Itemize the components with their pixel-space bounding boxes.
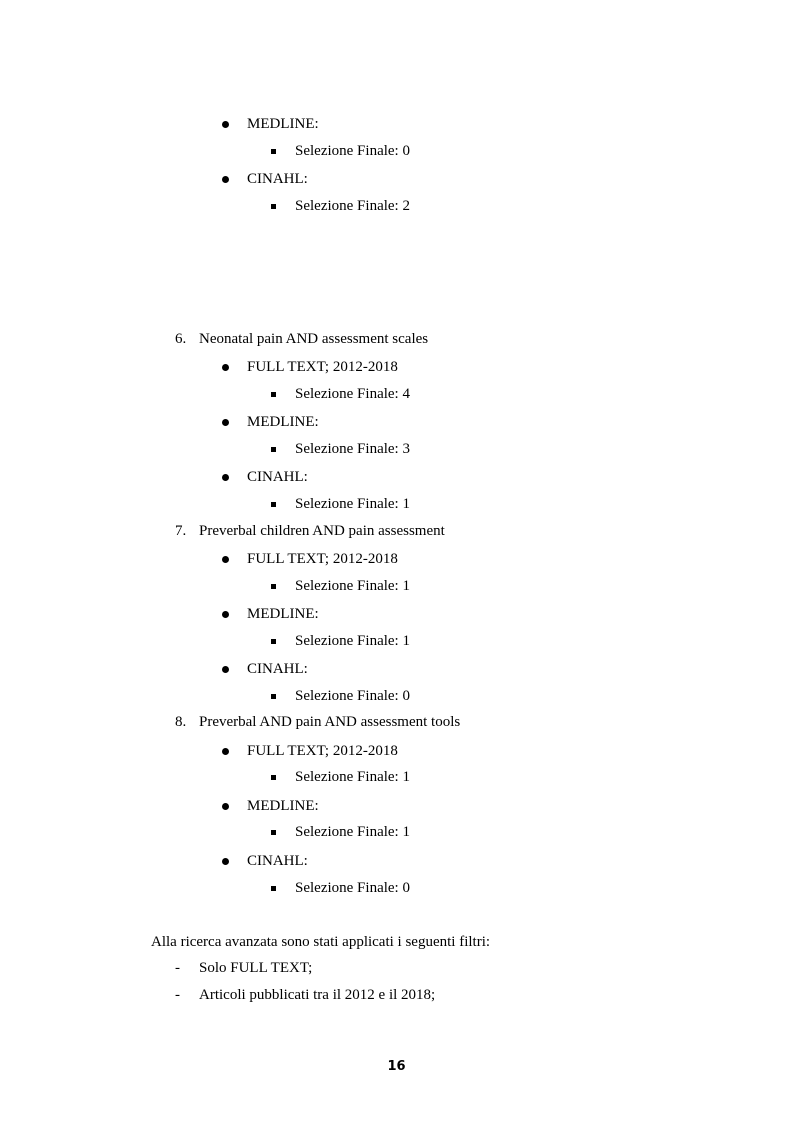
- square-bullet-icon: [271, 502, 276, 507]
- square-bullet-icon: [271, 447, 276, 452]
- item-title: Neonatal pain AND assessment scales: [199, 331, 429, 347]
- filter-item: Solo FULL TEXT;: [199, 960, 313, 976]
- square-bullet-icon: [271, 886, 276, 891]
- bullet-icon: [222, 364, 229, 371]
- bullet-icon: [222, 474, 229, 481]
- filter-item: Articoli pubblicati tra il 2012 e il 2018;: [199, 987, 436, 1003]
- square-bullet-icon: [271, 775, 276, 780]
- selection-label: Selezione Finale: 0: [295, 688, 410, 704]
- selection-label: Selezione Finale: 0: [295, 143, 410, 159]
- bullet-icon: [222, 556, 229, 563]
- bullet-icon: [222, 803, 229, 810]
- source-label: MEDLINE:: [247, 414, 319, 430]
- square-bullet-icon: [271, 149, 276, 154]
- source-label: CINAHL:: [247, 661, 308, 677]
- square-bullet-icon: [271, 830, 276, 835]
- selection-label: Selezione Finale: 2: [295, 198, 410, 214]
- selection-label: Selezione Finale: 1: [295, 633, 410, 649]
- selection-label: Selezione Finale: 1: [295, 496, 410, 512]
- bullet-icon: [222, 666, 229, 673]
- page-number: 16: [387, 1059, 406, 1074]
- source-label: MEDLINE:: [247, 116, 319, 132]
- square-bullet-icon: [271, 392, 276, 397]
- bullet-icon: [222, 748, 229, 755]
- selection-label: Selezione Finale: 0: [295, 880, 410, 896]
- bullet-icon: [222, 176, 229, 183]
- item-number: 6.: [175, 331, 187, 347]
- source-label: CINAHL:: [247, 469, 308, 485]
- square-bullet-icon: [271, 204, 276, 209]
- filters-intro: Alla ricerca avanzata sono stati applicati i seguenti filtri:: [151, 934, 491, 950]
- selection-label: Selezione Finale: 3: [295, 441, 410, 457]
- item-title: Preverbal AND pain AND assessment tools: [199, 714, 461, 730]
- selection-label: Selezione Finale: 4: [295, 386, 410, 402]
- selection-label: Selezione Finale: 1: [295, 824, 410, 840]
- bullet-icon: [222, 611, 229, 618]
- selection-label: Selezione Finale: 1: [295, 769, 410, 785]
- square-bullet-icon: [271, 639, 276, 644]
- source-label: FULL TEXT; 2012-2018: [247, 551, 398, 567]
- source-label: CINAHL:: [247, 853, 308, 869]
- dash-bullet: -: [175, 960, 180, 976]
- item-title: Preverbal children AND pain assessment: [199, 523, 445, 539]
- square-bullet-icon: [271, 584, 276, 589]
- bullet-icon: [222, 121, 229, 128]
- dash-bullet: -: [175, 987, 180, 1003]
- source-label: FULL TEXT; 2012-2018: [247, 743, 398, 759]
- source-label: MEDLINE:: [247, 798, 319, 814]
- source-label: MEDLINE:: [247, 606, 319, 622]
- source-label: FULL TEXT; 2012-2018: [247, 359, 398, 375]
- square-bullet-icon: [271, 694, 276, 699]
- bullet-icon: [222, 858, 229, 865]
- source-label: CINAHL:: [247, 171, 308, 187]
- bullet-icon: [222, 419, 229, 426]
- item-number: 8.: [175, 714, 187, 730]
- selection-label: Selezione Finale: 1: [295, 578, 410, 594]
- item-number: 7.: [175, 523, 187, 539]
